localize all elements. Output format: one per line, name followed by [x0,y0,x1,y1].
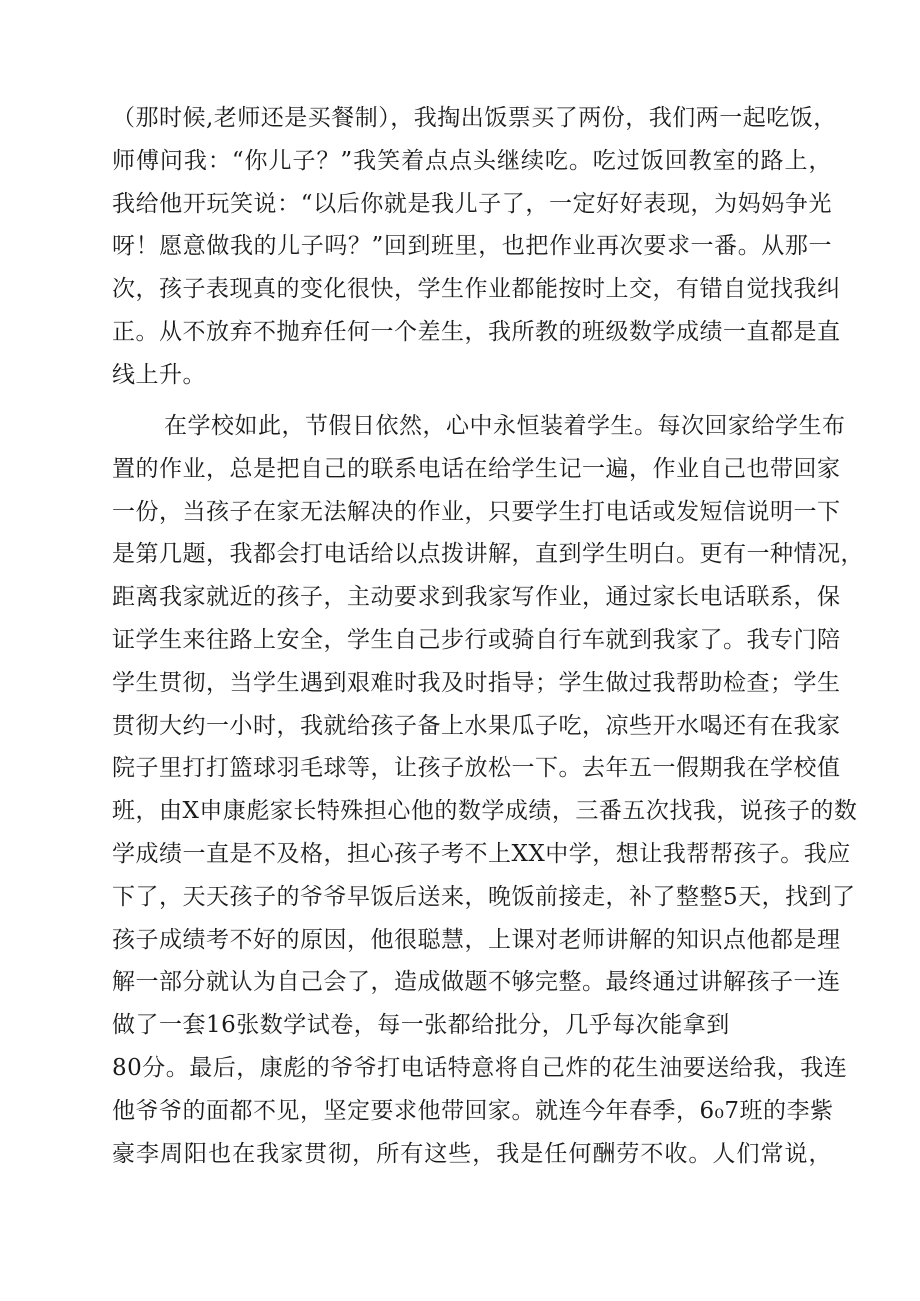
text-line: 证学生来往路上安全，学生自己步行或骑自行车就到我家了。我专门陪 [112,626,841,653]
text-line: 距离我家就近的孩子，主动要求到我家写作业，通过家长电话联系，保 [112,584,841,611]
text-line: 学成绩一直是不及格，担心孩子考不上XX中学，想让我帮帮孩子。我应 [112,840,851,867]
text-line: 置的作业，总是把自己的联系电话在给学生记一遍，作业自己也带回家 [112,455,841,482]
text-line: 线上升。 [112,361,206,388]
text-line: 做了一套16张数学试卷，每一张都给批分，几乎每次能拿到 [112,1012,730,1039]
text-line: 孩子成绩考不好的原因，他很聪慧，上课对老师讲解的知识点他都是理 [112,926,841,953]
text-line: 贯彻大约一小时，我就给孩子备上水果瓜子吃，凉些开水喝还有在我家 [112,712,841,739]
text-line: 班，由X申康彪家长特殊担心他的数学成绩，三番五次找我，说孩子的数 [112,798,858,825]
text-line: 学生贯彻，当学生遇到艰难时我及时指导；学生做过我帮助检查；学生 [112,669,841,696]
text-line: 正。从不放弃不抛弃任何一个差生，我所教的班级数学成绩一直都是直 [112,318,841,345]
text-line: 豪李周阳也在我家贯彻，所有这些，我是任何酬劳不收。人们常说， [112,1140,832,1167]
text-line: 次，孩子表现真的变化很快，学生作业都能按时上交，有错自觉找我纠 [112,276,841,303]
paragraph-2 [112,405,864,1175]
text-line: 80分。最后，康彪的爷爷打电话特意将自己炸的花生油要送给我，我连 [112,1054,848,1081]
text-line: 在学校如此，节假日依然，心中永恒装着学生。每次回家给学生布 [164,413,846,439]
text-line: 一份，当孩子在家无法解决的作业，只要学生打电话或发短信说明一下 [112,498,841,525]
text-line: 下了，天天孩子的爷爷早饭后送来，晚饭前接走，补了整整5天，找到了 [112,883,856,910]
text-line: 我给他开玩笑说：“以后你就是我儿子了，一定好好表现，为妈妈争光 [112,190,832,217]
text-line: 师傅问我：“你儿子？”我笑着点点头继续吃。吃过饭回教室的路上， [112,147,832,174]
text-line: 呀！愿意做我的儿子吗？”回到班里，也把作业再次要求一番。从那一 [112,233,832,260]
text-line: 他爷爷的面都不见，坚定要求他带回家。就连今年春季，6₀7班的李紫 [112,1097,834,1124]
text-line: 院子里打打篮球羽毛球等，让孩子放松一下。去年五一假期我在学校值 [112,755,841,782]
text-line: 是第几题，我都会打电话给以点拨讲解，直到学生明白。更有一种情况， [112,541,864,568]
text-line: （那时候,老师还是买餐制），我掏出饭票买了两份，我们两一起吃饭， [112,105,837,131]
text-line: 解一部分就认为自己会了，造成做题不够完整。最终通过讲解孩子一连 [112,969,841,996]
paragraph-1 [112,97,841,397]
